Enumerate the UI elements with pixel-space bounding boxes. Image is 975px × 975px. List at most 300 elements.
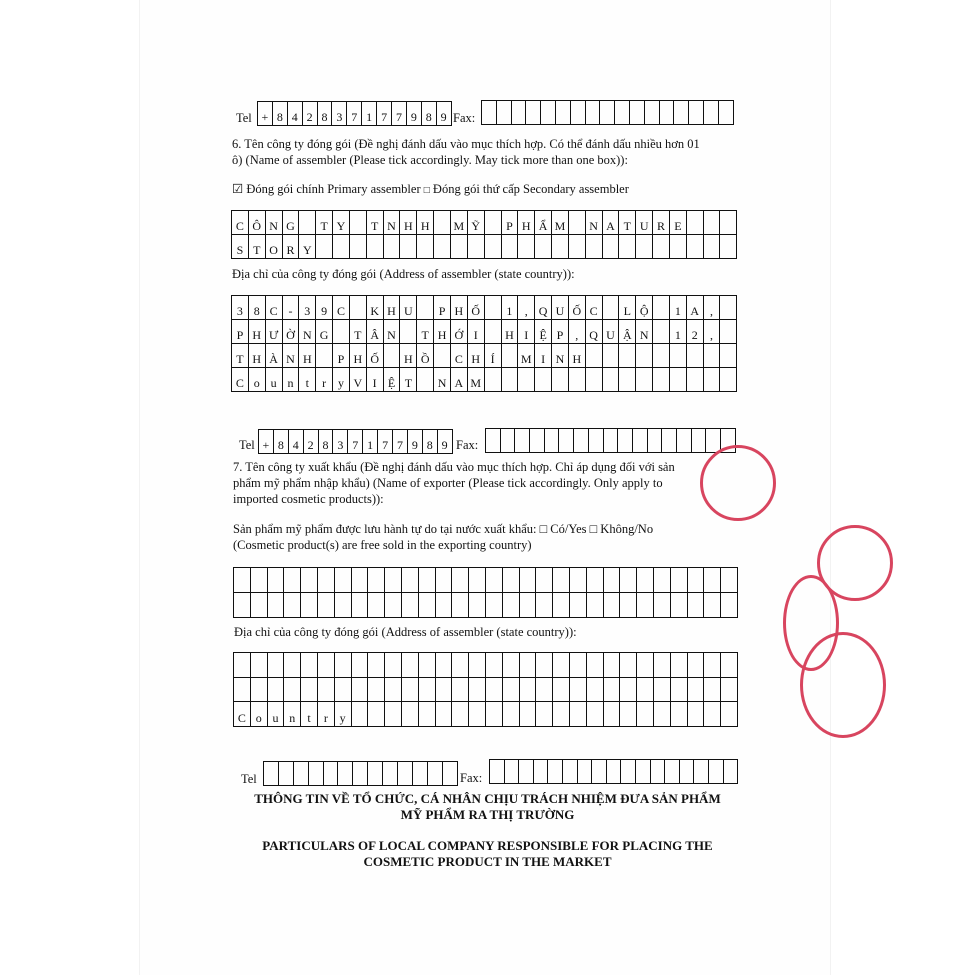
char-cell[interactable] — [569, 235, 586, 259]
char-cell[interactable] — [486, 653, 503, 678]
char-cell[interactable] — [518, 235, 535, 259]
char-cell[interactable] — [368, 568, 385, 593]
char-cell[interactable] — [234, 593, 251, 618]
char-cell[interactable]: Ố — [468, 296, 485, 320]
char-cell[interactable]: H — [249, 344, 266, 368]
char-cell[interactable] — [402, 568, 419, 593]
char-cell[interactable] — [651, 760, 666, 784]
char-cell[interactable] — [251, 568, 268, 593]
primary-checkbox[interactable]: ☑ — [232, 182, 244, 196]
char-cell[interactable]: 7 — [348, 430, 363, 454]
char-cell[interactable]: Ệ — [535, 320, 552, 344]
char-cell[interactable] — [350, 296, 367, 320]
char-cell[interactable] — [648, 429, 663, 453]
char-cell[interactable] — [452, 593, 469, 618]
char-cell[interactable] — [333, 320, 350, 344]
char-cell[interactable] — [571, 101, 586, 125]
char-cell[interactable] — [316, 235, 333, 259]
char-cell[interactable] — [653, 296, 670, 320]
char-cell[interactable]: U — [400, 296, 417, 320]
char-cell[interactable] — [671, 678, 688, 703]
char-cell[interactable] — [688, 568, 705, 593]
char-cell[interactable] — [535, 235, 552, 259]
char-cell[interactable] — [469, 568, 486, 593]
char-cell[interactable] — [545, 429, 560, 453]
char-cell[interactable] — [520, 702, 537, 727]
char-cell[interactable]: 1 — [363, 430, 378, 454]
char-cell[interactable] — [704, 235, 721, 259]
char-cell[interactable] — [621, 760, 636, 784]
char-cell[interactable] — [720, 296, 737, 320]
char-cell[interactable] — [352, 653, 369, 678]
char-cell[interactable] — [619, 344, 636, 368]
char-cell[interactable] — [637, 653, 654, 678]
char-cell[interactable]: + — [258, 102, 273, 126]
char-cell[interactable] — [589, 429, 604, 453]
char-cell[interactable] — [309, 762, 324, 786]
char-cell[interactable] — [400, 235, 417, 259]
char-cell[interactable] — [503, 702, 520, 727]
char-cell[interactable]: C — [586, 296, 603, 320]
char-cell[interactable]: C — [333, 296, 350, 320]
char-cell[interactable]: R — [653, 211, 670, 235]
char-cell[interactable]: G — [283, 211, 300, 235]
char-cell[interactable] — [662, 429, 677, 453]
char-cell[interactable] — [417, 296, 434, 320]
char-cell[interactable] — [553, 593, 570, 618]
char-cell[interactable] — [536, 653, 553, 678]
char-cell[interactable]: I — [367, 368, 384, 392]
secondary-checkbox[interactable]: □ — [423, 185, 430, 196]
char-cell[interactable]: Ô — [249, 211, 266, 235]
char-cell[interactable] — [417, 368, 434, 392]
char-cell[interactable]: Í — [485, 344, 502, 368]
char-cell[interactable] — [569, 211, 586, 235]
char-cell[interactable] — [301, 593, 318, 618]
char-cell[interactable] — [654, 593, 671, 618]
char-cell[interactable] — [264, 762, 279, 786]
char-cell[interactable] — [671, 593, 688, 618]
char-cell[interactable] — [301, 678, 318, 703]
char-cell[interactable]: 7 — [377, 102, 392, 126]
char-cell[interactable]: T — [417, 320, 434, 344]
char-cell[interactable]: Ẩ — [535, 211, 552, 235]
char-cell[interactable] — [603, 296, 620, 320]
char-cell[interactable] — [384, 235, 401, 259]
char-cell[interactable] — [607, 760, 622, 784]
char-cell[interactable]: Ộ — [636, 296, 653, 320]
char-cell[interactable] — [318, 568, 335, 593]
char-cell[interactable] — [502, 344, 519, 368]
char-cell[interactable]: t — [301, 702, 318, 727]
char-cell[interactable] — [434, 235, 451, 259]
char-cell[interactable] — [637, 702, 654, 727]
char-cell[interactable] — [721, 593, 738, 618]
char-cell[interactable] — [318, 678, 335, 703]
char-cell[interactable] — [687, 235, 704, 259]
char-cell[interactable] — [603, 368, 620, 392]
char-cell[interactable]: 8 — [273, 102, 288, 126]
char-cell[interactable] — [619, 235, 636, 259]
char-cell[interactable]: Ồ — [417, 344, 434, 368]
char-cell[interactable]: Ư — [266, 320, 283, 344]
char-cell[interactable] — [299, 211, 316, 235]
char-cell[interactable] — [490, 760, 505, 784]
char-cell[interactable] — [428, 762, 443, 786]
char-cell[interactable] — [654, 568, 671, 593]
char-cell[interactable] — [284, 653, 301, 678]
char-cell[interactable] — [436, 593, 453, 618]
char-cell[interactable] — [318, 653, 335, 678]
fax-grid-1[interactable] — [481, 100, 734, 125]
char-cell[interactable] — [515, 429, 530, 453]
char-cell[interactable]: Ố — [367, 344, 384, 368]
char-cell[interactable] — [485, 368, 502, 392]
char-cell[interactable]: Q — [535, 296, 552, 320]
char-cell[interactable]: r — [318, 702, 335, 727]
char-cell[interactable]: H — [569, 344, 586, 368]
char-cell[interactable]: 1 — [670, 320, 687, 344]
char-cell[interactable]: 7 — [392, 102, 407, 126]
char-cell[interactable] — [704, 211, 721, 235]
char-cell[interactable] — [434, 344, 451, 368]
char-cell[interactable] — [653, 320, 670, 344]
char-cell[interactable] — [587, 702, 604, 727]
char-cell[interactable] — [688, 702, 705, 727]
char-cell[interactable]: o — [251, 702, 268, 727]
char-cell[interactable]: N — [434, 368, 451, 392]
char-cell[interactable] — [443, 762, 458, 786]
char-cell[interactable] — [417, 235, 434, 259]
char-cell[interactable]: - — [283, 296, 300, 320]
char-cell[interactable]: , — [518, 296, 535, 320]
char-cell[interactable] — [335, 678, 352, 703]
char-cell[interactable] — [398, 762, 413, 786]
char-cell[interactable] — [574, 429, 589, 453]
char-cell[interactable] — [350, 211, 367, 235]
char-cell[interactable]: T — [350, 320, 367, 344]
char-cell[interactable]: H — [400, 344, 417, 368]
char-cell[interactable] — [704, 344, 721, 368]
char-cell[interactable]: V — [350, 368, 367, 392]
char-cell[interactable] — [720, 368, 737, 392]
char-cell[interactable]: M — [518, 344, 535, 368]
char-cell[interactable]: H — [350, 344, 367, 368]
char-cell[interactable] — [660, 101, 675, 125]
char-cell[interactable] — [284, 593, 301, 618]
char-cell[interactable] — [436, 568, 453, 593]
char-cell[interactable]: H — [434, 320, 451, 344]
char-cell[interactable] — [400, 320, 417, 344]
char-cell[interactable] — [385, 678, 402, 703]
char-cell[interactable] — [704, 101, 719, 125]
char-cell[interactable] — [709, 760, 724, 784]
char-cell[interactable]: Ỹ — [468, 211, 485, 235]
char-cell[interactable]: 9 — [437, 102, 452, 126]
char-cell[interactable] — [654, 678, 671, 703]
char-cell[interactable] — [633, 429, 648, 453]
char-cell[interactable]: 4 — [289, 430, 304, 454]
char-cell[interactable]: A — [687, 296, 704, 320]
char-cell[interactable]: H — [451, 296, 468, 320]
char-cell[interactable] — [368, 678, 385, 703]
char-cell[interactable]: 7 — [347, 102, 362, 126]
char-cell[interactable] — [689, 101, 704, 125]
char-cell[interactable] — [687, 344, 704, 368]
char-cell[interactable] — [603, 235, 620, 259]
char-cell[interactable]: C — [451, 344, 468, 368]
char-cell[interactable]: , — [704, 296, 721, 320]
char-cell[interactable] — [526, 101, 541, 125]
char-cell[interactable]: u — [266, 368, 283, 392]
char-cell[interactable] — [436, 678, 453, 703]
char-cell[interactable] — [553, 678, 570, 703]
char-cell[interactable]: r — [316, 368, 333, 392]
char-cell[interactable] — [301, 568, 318, 593]
char-cell[interactable] — [384, 344, 401, 368]
char-cell[interactable] — [620, 678, 637, 703]
char-cell[interactable] — [352, 593, 369, 618]
char-cell[interactable]: I — [535, 344, 552, 368]
char-cell[interactable] — [419, 678, 436, 703]
char-cell[interactable] — [541, 101, 556, 125]
char-cell[interactable] — [569, 368, 586, 392]
char-cell[interactable] — [719, 101, 734, 125]
char-cell[interactable]: 8 — [318, 102, 333, 126]
char-cell[interactable] — [486, 702, 503, 727]
char-cell[interactable]: Ờ — [283, 320, 300, 344]
char-cell[interactable] — [570, 678, 587, 703]
char-cell[interactable]: + — [259, 430, 274, 454]
char-cell[interactable] — [385, 702, 402, 727]
char-cell[interactable] — [536, 678, 553, 703]
char-cell[interactable]: N — [266, 211, 283, 235]
char-cell[interactable] — [704, 653, 721, 678]
char-cell[interactable]: 7 — [378, 430, 393, 454]
char-cell[interactable] — [688, 593, 705, 618]
char-cell[interactable]: 9 — [408, 430, 423, 454]
char-cell[interactable] — [503, 593, 520, 618]
char-cell[interactable] — [604, 678, 621, 703]
char-cell[interactable] — [324, 762, 339, 786]
char-cell[interactable] — [452, 702, 469, 727]
char-cell[interactable] — [469, 653, 486, 678]
char-cell[interactable] — [503, 653, 520, 678]
char-cell[interactable] — [653, 368, 670, 392]
char-cell[interactable]: , — [704, 320, 721, 344]
char-cell[interactable] — [704, 568, 721, 593]
char-cell[interactable] — [383, 762, 398, 786]
char-cell[interactable]: N — [636, 320, 653, 344]
char-cell[interactable] — [419, 593, 436, 618]
char-cell[interactable]: 2 — [304, 430, 319, 454]
tel-grid-1[interactable] — [257, 101, 452, 126]
char-cell[interactable] — [402, 653, 419, 678]
char-cell[interactable]: 3 — [299, 296, 316, 320]
char-cell[interactable] — [486, 568, 503, 593]
char-cell[interactable]: 9 — [438, 430, 453, 454]
char-cell[interactable] — [452, 653, 469, 678]
char-cell[interactable] — [350, 235, 367, 259]
char-cell[interactable] — [671, 702, 688, 727]
char-cell[interactable]: N — [299, 320, 316, 344]
char-cell[interactable] — [563, 760, 578, 784]
char-cell[interactable]: C — [266, 296, 283, 320]
char-cell[interactable] — [604, 653, 621, 678]
char-cell[interactable] — [503, 678, 520, 703]
char-cell[interactable] — [234, 653, 251, 678]
char-cell[interactable]: H — [468, 344, 485, 368]
char-cell[interactable]: Y — [299, 235, 316, 259]
char-cell[interactable]: o — [249, 368, 266, 392]
char-cell[interactable]: E — [670, 211, 687, 235]
char-cell[interactable]: H — [518, 211, 535, 235]
char-cell[interactable] — [553, 702, 570, 727]
char-cell[interactable] — [419, 568, 436, 593]
char-cell[interactable] — [419, 702, 436, 727]
char-cell[interactable]: T — [249, 235, 266, 259]
char-cell[interactable] — [385, 568, 402, 593]
char-cell[interactable] — [637, 568, 654, 593]
char-cell[interactable] — [536, 593, 553, 618]
char-cell[interactable] — [469, 702, 486, 727]
char-cell[interactable] — [502, 368, 519, 392]
char-cell[interactable] — [294, 762, 309, 786]
char-cell[interactable] — [352, 702, 369, 727]
char-cell[interactable]: O — [266, 235, 283, 259]
char-cell[interactable] — [654, 653, 671, 678]
char-cell[interactable] — [485, 320, 502, 344]
char-cell[interactable]: y — [335, 702, 352, 727]
char-cell[interactable] — [520, 678, 537, 703]
exporter-address-grid[interactable] — [233, 652, 738, 727]
char-cell[interactable]: T — [232, 344, 249, 368]
char-cell[interactable]: 1 — [362, 102, 377, 126]
char-cell[interactable]: N — [384, 320, 401, 344]
char-cell[interactable] — [468, 235, 485, 259]
char-cell[interactable]: S — [232, 235, 249, 259]
char-cell[interactable] — [368, 653, 385, 678]
char-cell[interactable]: H — [299, 344, 316, 368]
char-cell[interactable]: À — [266, 344, 283, 368]
char-cell[interactable] — [570, 593, 587, 618]
char-cell[interactable]: K — [367, 296, 384, 320]
char-cell[interactable]: U — [603, 320, 620, 344]
char-cell[interactable] — [553, 653, 570, 678]
char-cell[interactable] — [512, 101, 527, 125]
char-cell[interactable]: H — [502, 320, 519, 344]
char-cell[interactable] — [502, 235, 519, 259]
char-cell[interactable] — [434, 211, 451, 235]
char-cell[interactable] — [333, 235, 350, 259]
char-cell[interactable]: 3 — [333, 430, 348, 454]
char-cell[interactable] — [485, 296, 502, 320]
char-cell[interactable]: C — [234, 702, 251, 727]
char-cell[interactable]: 9 — [407, 102, 422, 126]
char-cell[interactable] — [604, 702, 621, 727]
char-cell[interactable]: C — [232, 368, 249, 392]
char-cell[interactable] — [469, 678, 486, 703]
char-cell[interactable] — [620, 653, 637, 678]
char-cell[interactable] — [692, 429, 707, 453]
char-cell[interactable]: T — [367, 211, 384, 235]
char-cell[interactable] — [720, 235, 737, 259]
char-cell[interactable] — [335, 653, 352, 678]
char-cell[interactable]: 3 — [232, 296, 249, 320]
char-cell[interactable] — [653, 235, 670, 259]
char-cell[interactable]: Y — [333, 211, 350, 235]
assembler-address-grid[interactable] — [231, 295, 737, 392]
char-cell[interactable] — [251, 678, 268, 703]
char-cell[interactable] — [436, 702, 453, 727]
char-cell[interactable] — [485, 235, 502, 259]
char-cell[interactable] — [600, 101, 615, 125]
char-cell[interactable] — [721, 678, 738, 703]
char-cell[interactable]: P — [333, 344, 350, 368]
char-cell[interactable]: P — [552, 320, 569, 344]
char-cell[interactable] — [268, 593, 285, 618]
char-cell[interactable] — [548, 760, 563, 784]
char-cell[interactable] — [352, 568, 369, 593]
char-cell[interactable] — [338, 762, 353, 786]
char-cell[interactable]: R — [283, 235, 300, 259]
char-cell[interactable]: u — [268, 702, 285, 727]
char-cell[interactable]: P — [502, 211, 519, 235]
char-cell[interactable] — [586, 101, 601, 125]
char-cell[interactable] — [402, 678, 419, 703]
char-cell[interactable]: Ệ — [384, 368, 401, 392]
char-cell[interactable]: N — [586, 211, 603, 235]
char-cell[interactable] — [520, 568, 537, 593]
char-cell[interactable] — [234, 678, 251, 703]
char-cell[interactable]: y — [333, 368, 350, 392]
char-cell[interactable]: G — [316, 320, 333, 344]
char-cell[interactable]: H — [400, 211, 417, 235]
char-cell[interactable] — [636, 760, 651, 784]
char-cell[interactable] — [645, 101, 660, 125]
char-cell[interactable] — [402, 593, 419, 618]
char-cell[interactable]: I — [468, 320, 485, 344]
char-cell[interactable] — [559, 429, 574, 453]
char-cell[interactable] — [671, 653, 688, 678]
char-cell[interactable]: 8 — [319, 430, 334, 454]
char-cell[interactable] — [721, 702, 738, 727]
char-cell[interactable] — [452, 568, 469, 593]
char-cell[interactable]: 2 — [687, 320, 704, 344]
char-cell[interactable] — [604, 593, 621, 618]
fax-grid-3[interactable] — [489, 759, 738, 784]
char-cell[interactable] — [586, 368, 603, 392]
char-cell[interactable]: 2 — [303, 102, 318, 126]
char-cell[interactable] — [637, 678, 654, 703]
char-cell[interactable] — [704, 678, 721, 703]
char-cell[interactable] — [677, 429, 692, 453]
char-cell[interactable]: N — [552, 344, 569, 368]
char-cell[interactable]: 3 — [332, 102, 347, 126]
char-cell[interactable]: 1 — [502, 296, 519, 320]
char-cell[interactable]: Ậ — [619, 320, 636, 344]
char-cell[interactable] — [604, 568, 621, 593]
char-cell[interactable] — [603, 344, 620, 368]
char-cell[interactable]: n — [284, 702, 301, 727]
char-cell[interactable]: 8 — [423, 430, 438, 454]
char-cell[interactable] — [694, 760, 709, 784]
char-cell[interactable] — [352, 678, 369, 703]
char-cell[interactable] — [536, 568, 553, 593]
char-cell[interactable]: , — [569, 320, 586, 344]
char-cell[interactable]: M — [468, 368, 485, 392]
char-cell[interactable] — [704, 593, 721, 618]
